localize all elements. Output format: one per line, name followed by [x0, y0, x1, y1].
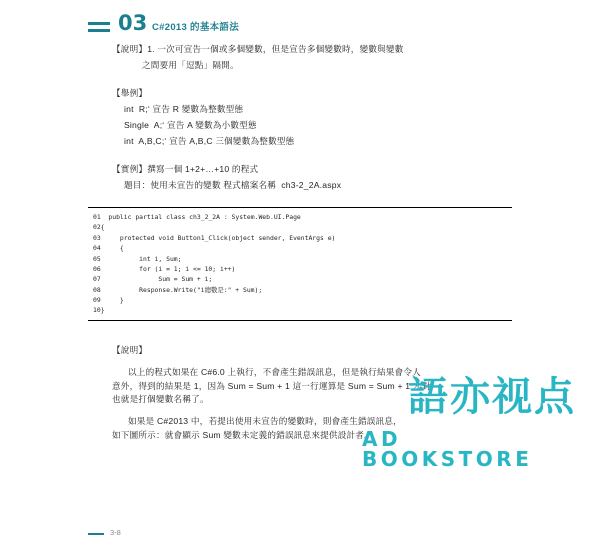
note-text-1: 1. 一次可宣告一個或多個變數，但是宣告多個變數時，變數與變數	[147, 44, 404, 54]
subject-line: 題目：使用未宣告的變數 程式檔案名稱 ch3-2_2A.aspx	[124, 180, 342, 191]
code-line: 03 protected void Button1_Click(object sender, EventArgs e)	[93, 233, 336, 242]
code-listing	[88, 207, 512, 321]
spacer	[112, 357, 512, 366]
example-line-1: int R;‘ 宣告 R 變數為整數型態	[124, 104, 244, 115]
code-line: 10}	[93, 306, 105, 315]
code-line: 08 Response.Write("i總數是:" + Sum);	[93, 285, 263, 294]
explanation-p1-line1: 以上的程式如果在 C#6.0 上執行，不會產生錯誤訊息，但是執行結果會令人	[128, 367, 421, 378]
explanation-p1-line2: 意外，得到的結果是 1，因為 Sum = Sum + 1 這一行運算是 Sum = Sum + 1 才對，	[112, 380, 440, 391]
code-line: 07 Sum = Sum + i;	[93, 275, 213, 284]
note-text-2: 之間要用「逗點」隔開。	[142, 59, 239, 70]
note-line-1	[112, 44, 512, 55]
spacer	[112, 79, 512, 88]
code-line: 09 }	[93, 296, 124, 304]
code-line: 04 {	[93, 244, 124, 253]
chapter-title: C#2013 的基本語法	[152, 22, 240, 33]
example-label: 【舉例】	[112, 88, 148, 99]
page-footer	[88, 529, 528, 543]
note-label: 【說明】	[112, 44, 148, 54]
header-rule-top	[88, 22, 110, 25]
practice-block	[112, 164, 512, 190]
practice-label: 【實例】	[112, 164, 148, 175]
explanation-p2-line2: 如下圖所示：就會顯示 Sum 變數未定義的錯誤訊息來提供設計者。	[112, 429, 373, 440]
header-rule-bottom	[88, 29, 110, 32]
code-line: 02{	[93, 223, 105, 232]
footer-rule	[88, 533, 104, 535]
code-line: 05 int i, Sum;	[93, 254, 182, 263]
body-content	[112, 44, 512, 200]
watermark-latin-text: AD BOOKSTORE	[362, 427, 533, 471]
explanation-block	[112, 344, 512, 442]
page-number: 3-8	[110, 528, 121, 537]
page-header	[88, 11, 528, 40]
code-line: 06 for (i = 1; i <= 10; i++)	[93, 264, 236, 273]
practice-line	[112, 164, 512, 175]
example-line-2: Single A;‘ 宣告 A 變數為小數型態	[124, 119, 257, 130]
chapter-number: 03	[118, 11, 148, 35]
spacer	[112, 406, 512, 415]
explanation-p2-line1: 如果是 C#2013 中，若提出使用未宣告的變數時，則會產生錯誤訊息，	[128, 416, 402, 427]
code-line: 01 public partial class ch3_2_2A : System.Web.UI.Page	[93, 213, 301, 221]
watermark-cjk-text: 語亦视点	[408, 374, 576, 420]
note-block-1	[112, 44, 512, 70]
example-line-3: int A,B,C;‘ 宣告 A,B,C 三個變數為整數型態	[124, 135, 295, 146]
example-block	[112, 88, 512, 146]
practice-text: 撰寫一個 1+2+…+10 的程式	[147, 164, 259, 175]
explanation-p1-line3: 也就是打個變數名稱了。	[112, 393, 209, 404]
explanation-label: 【說明】	[112, 345, 148, 355]
